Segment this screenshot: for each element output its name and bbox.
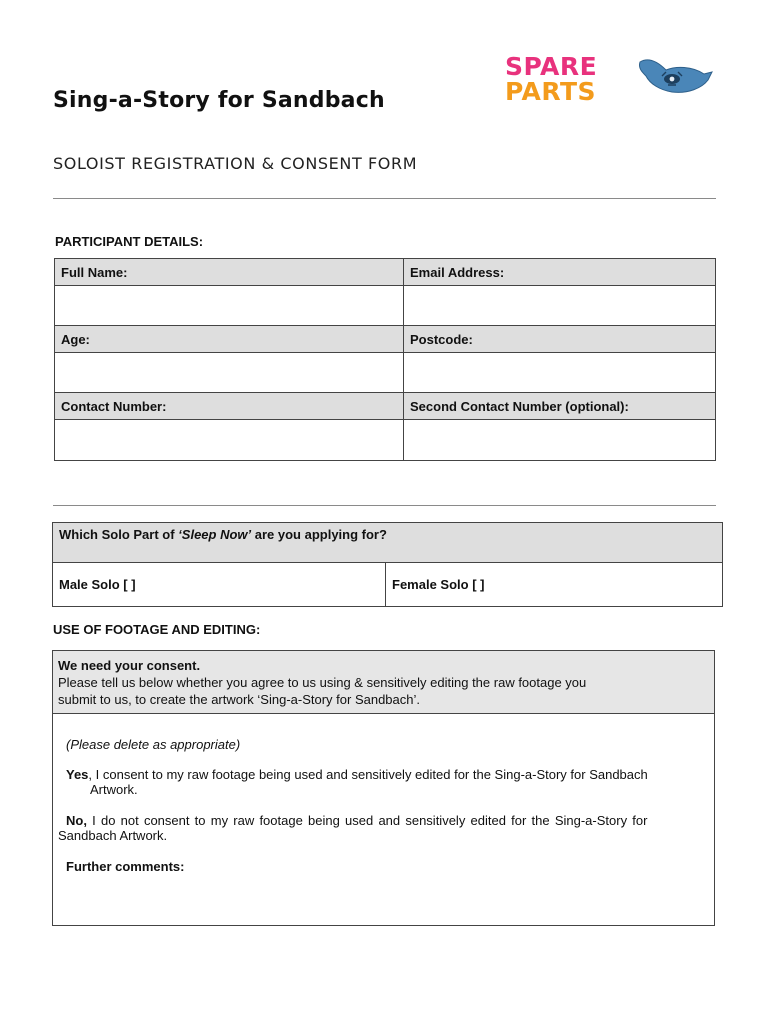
logo-text-bottom: PARTS: [505, 77, 597, 106]
female-solo-option[interactable]: [386, 563, 723, 607]
logo-text-top: SPARE: [505, 52, 598, 81]
solo-question-prefix: Which Solo Part of: [59, 527, 179, 542]
male-solo-label: Male Solo [ ]: [59, 577, 136, 592]
further-comments-label: Further comments:: [66, 859, 185, 874]
solo-part-table: [52, 522, 723, 607]
yes-text-line-1: , I consent to my raw footage being used and sensitively edited for the Sing-a-Story for Sandbach: [88, 767, 648, 782]
page-title: Sing-a-Story for Sandbach: [53, 88, 385, 113]
consent-intro-line-1: Please tell us below whether you agree to us using & sensitively editing the raw footage you: [58, 675, 587, 690]
delete-note: (Please delete as appropriate): [66, 737, 241, 752]
form-subtitle: SOLOIST REGISTRATION & CONSENT FORM: [53, 154, 418, 173]
further-comments-field[interactable]: [58, 879, 708, 921]
solo-question-title: ‘Sleep Now’: [178, 527, 252, 542]
yes-word: Yes: [66, 767, 89, 782]
no-consent-option[interactable]: [66, 813, 711, 828]
yes-text-line-2: Artwork.: [90, 782, 138, 797]
male-solo-option[interactable]: [53, 563, 386, 607]
age-label: Age:: [55, 326, 404, 353]
postcode-label: Postcode:: [404, 326, 716, 353]
second-contact-number-field[interactable]: [404, 420, 716, 461]
postcode-field[interactable]: [404, 353, 716, 393]
contact-number-label: Contact Number:: [55, 393, 404, 420]
consent-header: [53, 651, 714, 714]
participant-details-table: [54, 258, 716, 461]
footage-editing-label: USE OF FOOTAGE AND EDITING:: [53, 622, 261, 637]
age-field[interactable]: [55, 353, 404, 393]
full-name-field[interactable]: [55, 286, 404, 326]
yes-consent-option[interactable]: [66, 767, 711, 782]
consent-intro-line-2: submit to us, to create the artwork ‘Sing-a-Story for Sandbach’.: [58, 692, 421, 707]
full-name-label: Full Name:: [55, 259, 404, 286]
second-contact-number-label: Second Contact Number (optional):: [404, 393, 716, 420]
female-solo-label: Female Solo [ ]: [392, 577, 485, 592]
no-text-line-2: Sandbach Artwork.: [58, 828, 168, 843]
consent-heading: We need your consent.: [58, 658, 201, 673]
divider-middle: [53, 505, 716, 506]
no-word: No,: [66, 813, 87, 828]
participant-details-label: PARTICIPANT DETAILS:: [55, 234, 204, 249]
solo-part-question: [53, 523, 723, 563]
contact-number-field[interactable]: [55, 420, 404, 461]
no-text-line-1: I do not consent to my raw footage being used and sensitively edited for the Sing-a-Story for: [86, 813, 648, 828]
bird-logo-icon: [632, 54, 714, 100]
solo-question-suffix: are you applying for?: [251, 527, 387, 542]
consent-box: [52, 650, 715, 926]
spare-parts-logo: [505, 54, 615, 106]
divider-top: [53, 198, 716, 199]
email-label: Email Address:: [404, 259, 716, 286]
email-field[interactable]: [404, 286, 716, 326]
